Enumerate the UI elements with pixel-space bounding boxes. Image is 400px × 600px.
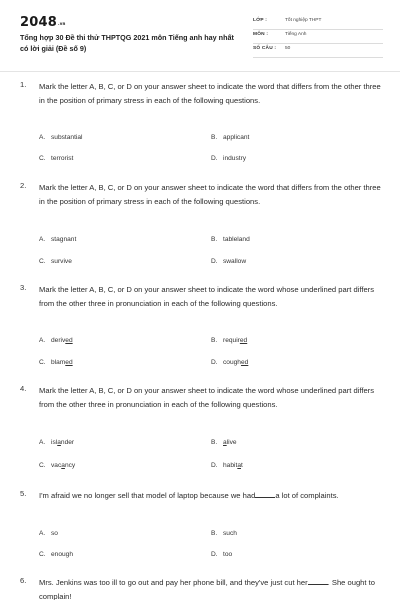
option-b[interactable]: B. such [211, 530, 237, 537]
option-c[interactable]: C. terrorist [39, 155, 74, 162]
question-text: Mrs. Jenkins was too ill to go out and pay her phone bill, and they've just cut her . She ought to complain! [39, 578, 375, 600]
question-number: 6. [20, 576, 27, 585]
option-b[interactable]: B. alive [211, 439, 237, 446]
meta-grade: LỚP : Tốt nghiệp THPT [253, 16, 383, 30]
option-d[interactable]: D. habitat [211, 462, 243, 469]
option-b[interactable]: B. required [211, 337, 248, 344]
question-number: 5. [20, 489, 27, 498]
question-text: Mark the letter A, B, C, or D on your answer sheet to indicate the word whose underlined part differs from the other three in pronunciation in each of the following questions. [39, 386, 374, 409]
meta-subject: MÔN : Tiếng Anh [253, 30, 383, 44]
question-number: 1. [20, 80, 27, 89]
option-d[interactable]: D. too [211, 551, 233, 558]
option-c[interactable]: C. survive [39, 258, 72, 265]
option-d[interactable]: D. industry [211, 155, 247, 162]
option-a[interactable]: A. substantial [39, 134, 83, 141]
meta-question-count: SỐ CÂU : 50 [253, 44, 383, 58]
question-text: Mark the letter A, B, C, or D on your answer sheet to indicate the word that differs from the other three in the position of primary stress in each of the following questions. [39, 183, 381, 206]
option-a[interactable]: A. so [39, 530, 58, 537]
option-c[interactable]: C. blamed [39, 359, 73, 366]
option-d[interactable]: D. swallow [211, 258, 247, 265]
option-a[interactable]: A. islander [39, 439, 75, 446]
option-a[interactable]: A. stagnant [39, 236, 77, 243]
document-title: Tổng hợp 30 Đề thi thử THPTQG 2021 môn Tiếng anh hay nhất có lời giải (Đề số 9) [20, 33, 234, 53]
question-number: 4. [20, 384, 27, 393]
option-a[interactable]: A. derived [39, 337, 73, 344]
site-logo[interactable]: $2048_{.vn}$ [20, 15, 66, 30]
question-text: I'm afraid we no longer sell that model of laptop because we had a lot of complaints. [39, 491, 339, 500]
document-header [0, 0, 400, 72]
question-text: Mark the letter A, B, C, or D on your answer sheet to indicate the word whose underlined part differs from the other three in pronunciation in each of the following questions. [39, 285, 374, 308]
option-b[interactable]: B. applicant [211, 134, 250, 141]
option-b[interactable]: B. tableland [211, 236, 250, 243]
option-d[interactable]: D. coughed [211, 359, 249, 366]
option-c[interactable]: C. enough [39, 551, 74, 558]
question-number: 3. [20, 283, 27, 292]
question-number: 2. [20, 181, 27, 190]
answer-blank [308, 578, 328, 585]
option-c[interactable]: C. vacancy [39, 462, 76, 469]
answer-blank [255, 491, 275, 498]
question-text: Mark the letter A, B, C, or D on your answer sheet to indicate the word that differs from the other three in the position of primary stress in each of the following questions. [39, 82, 381, 105]
